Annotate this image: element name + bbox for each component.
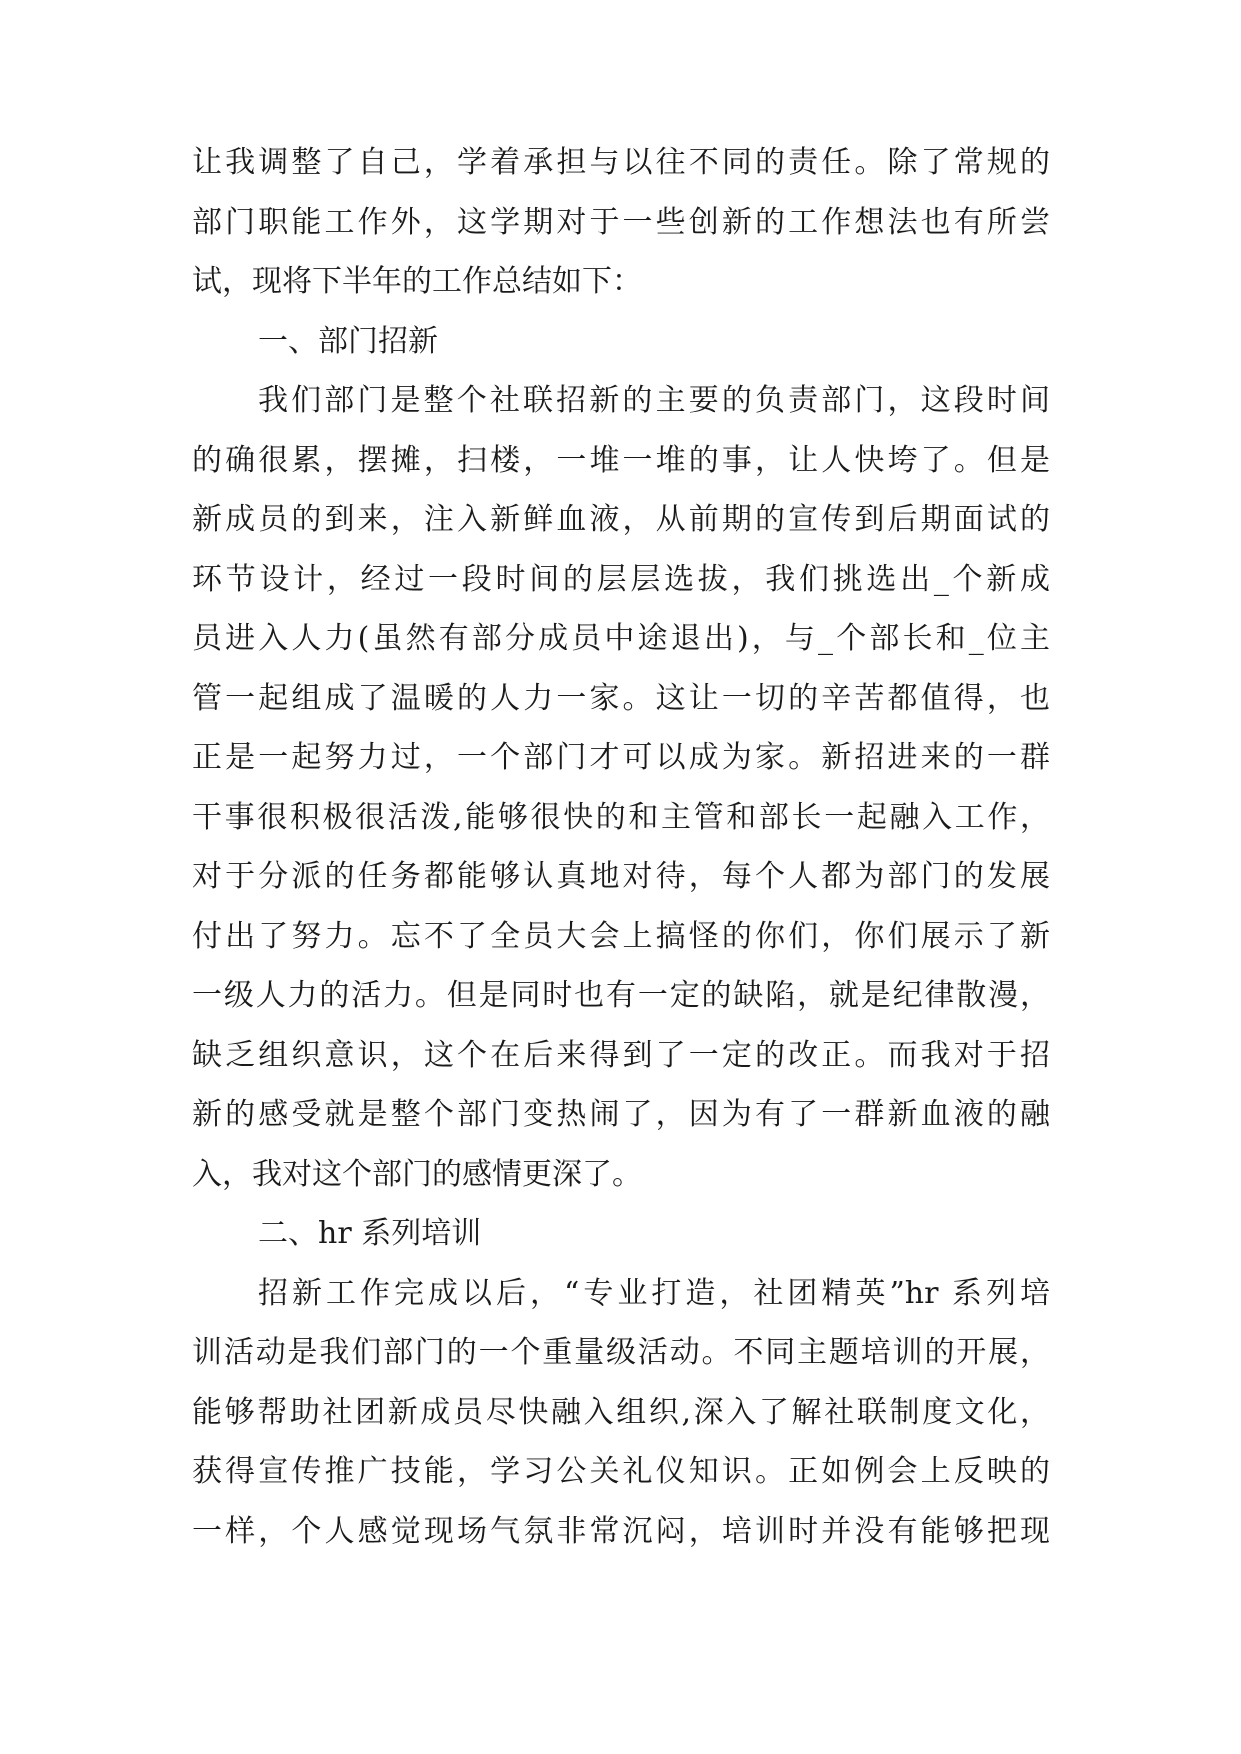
section-paragraph	[192, 1264, 1050, 1562]
text-line: 新成员的到来，注入新鲜血液，从前期的宣传到后期面试的	[192, 502, 1050, 537]
text-line: 训活动是我们部门的一个重量级活动。不同主题培训的开展，	[192, 1335, 1050, 1370]
text-line: 部门职能工作外，这学期对于一些创新的工作想法也有所尝	[192, 204, 1050, 240]
text-line: 一样，个人感觉现场气氛非常沉闷，培训时并没有能够把现	[192, 1513, 1050, 1549]
section-heading: 二、hr 系列培训	[258, 1216, 482, 1251]
text-line: 我们部门是整个社联招新的主要的负责部门，这段时间	[258, 383, 1050, 418]
text-line: 试，现将下半年的工作总结如下：	[192, 264, 642, 299]
text-line: 环节设计，经过一段时间的层层选拔，我们挑选出_个新成	[192, 561, 1050, 597]
text-line: 让我调整了自己，学着承担与以往不同的责任。除了常规的	[192, 145, 1050, 180]
text-line: 正是一起努力过，一个部门才可以成为家。新招进来的一群	[192, 740, 1050, 775]
text-line: 入，我对这个部门的感情更深了。	[192, 1156, 642, 1192]
text-line: 的确很累，摆摊，扫楼，一堆一堆的事，让人快垮了。但是	[192, 442, 1050, 478]
text-line: 缺乏组织意识，这个在后来得到了一定的改正。而我对于招	[192, 1037, 1050, 1073]
text-line: 付出了努力。忘不了全员大会上搞怪的你们，你们展示了新	[192, 918, 1050, 954]
text-line: 能够帮助社团新成员尽快融入组织,深入了解社联制度文化，	[192, 1394, 1050, 1430]
section-paragraph	[192, 371, 1050, 1204]
text-line: 一级人力的活力。但是同时也有一定的缺陷，就是纪律散漫，	[192, 978, 1050, 1013]
text-line: 获得宣传推广技能，学习公关礼仪知识。正如例会上反映的	[192, 1454, 1050, 1489]
section-heading: 一、部门招新	[258, 323, 438, 359]
text-line: 新的感受就是整个部门变热闹了，因为有了一群新血液的融	[192, 1097, 1050, 1132]
text-line: 招新工作完成以后，“专业打造，社团精英”hr 系列培	[258, 1275, 1050, 1311]
text-line: 员进入人力(虽然有部分成员中途退出)，与_个部长和_位主	[192, 621, 1050, 656]
document-page	[192, 133, 1050, 1561]
text-line: 干事很积极很活泼,能够很快的和主管和部长一起融入工作，	[192, 799, 1050, 835]
text-line: 管一起组成了温暖的人力一家。这让一切的辛苦都值得，也	[192, 680, 1050, 716]
intro-paragraph	[192, 133, 1050, 312]
text-line: 对于分派的任务都能够认真地对待，每个人都为部门的发展	[192, 859, 1050, 894]
